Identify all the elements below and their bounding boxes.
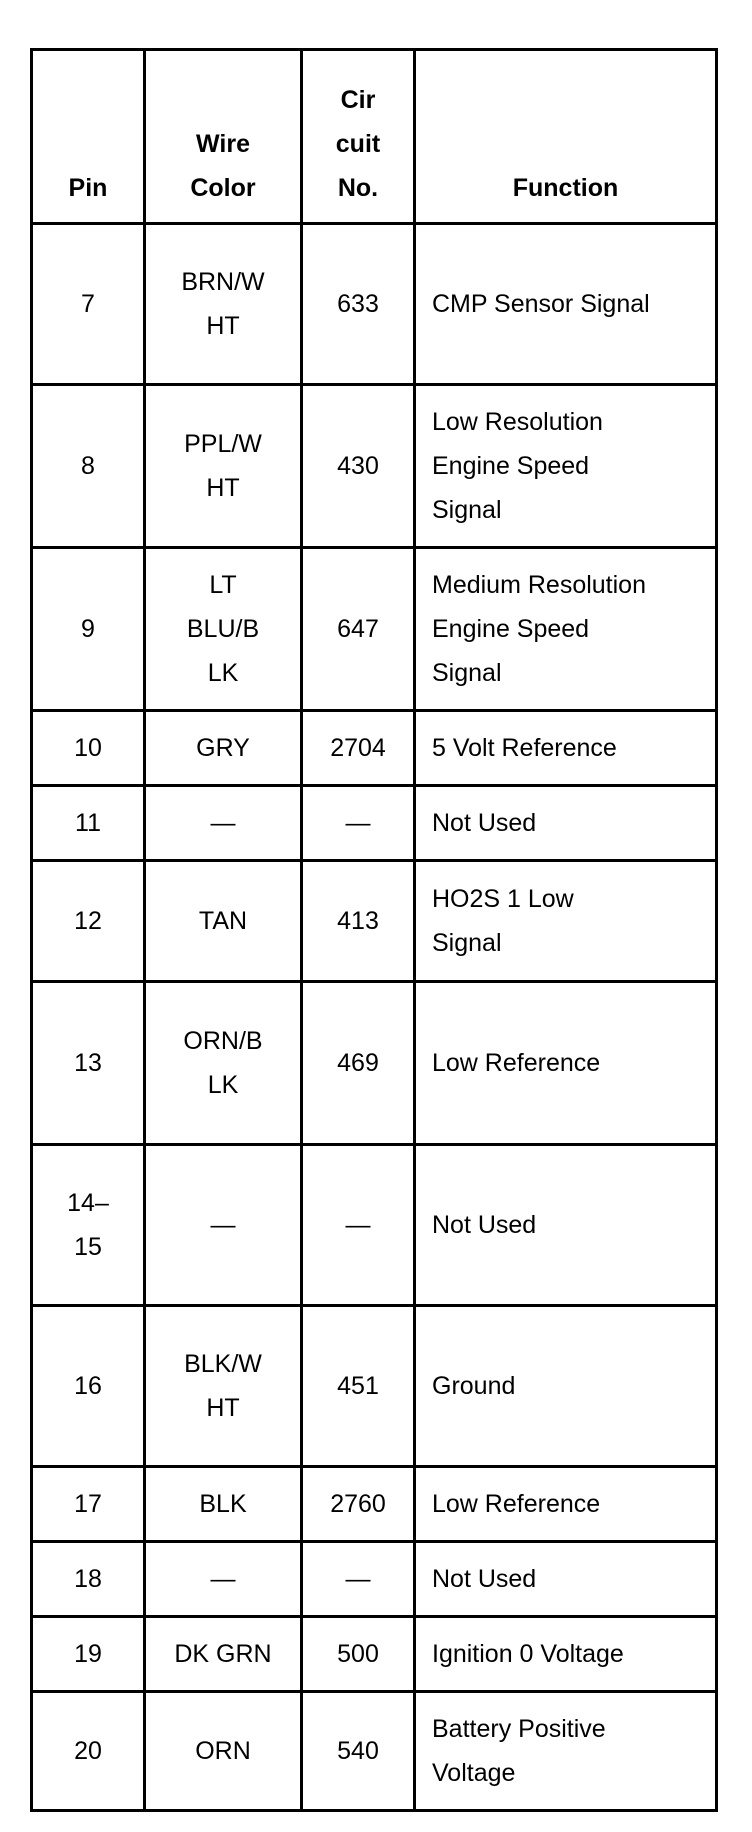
header-function: Function	[415, 50, 717, 224]
table-row	[32, 982, 717, 1145]
function-cell: Low Reference	[415, 982, 717, 1145]
circuit-cell: 413	[302, 861, 415, 982]
table-row	[32, 385, 717, 548]
wire-color-cell: PPL/W HT	[145, 385, 302, 548]
function-cell: Not Used	[415, 1542, 717, 1617]
wire-color-cell: LT BLU/B LK	[145, 548, 302, 711]
function-cell: Low Reference	[415, 1467, 717, 1542]
header-circuit-no: Cir cuit No.	[302, 50, 415, 224]
circuit-cell: —	[302, 1542, 415, 1617]
function-cell: Ground	[415, 1306, 717, 1467]
pin-cell: 8	[32, 385, 145, 548]
pin-cell: 7	[32, 224, 145, 385]
wire-color-cell: DK GRN	[145, 1617, 302, 1692]
function-cell: Medium Resolution Engine Speed Signal	[415, 548, 717, 711]
function-cell: Battery Positive Voltage	[415, 1692, 717, 1811]
wire-color-cell: BLK	[145, 1467, 302, 1542]
wire-color-cell: TAN	[145, 861, 302, 982]
function-cell: Low Resolution Engine Speed Signal	[415, 385, 717, 548]
pin-cell: 16	[32, 1306, 145, 1467]
table-row	[32, 1306, 717, 1467]
wire-color-cell: ORN/B LK	[145, 982, 302, 1145]
table-row	[32, 1617, 717, 1692]
function-cell: 5 Volt Reference	[415, 711, 717, 786]
circuit-cell: 469	[302, 982, 415, 1145]
pin-cell: 10	[32, 711, 145, 786]
wire-color-cell: GRY	[145, 711, 302, 786]
table-row	[32, 1145, 717, 1306]
pin-cell: 19	[32, 1617, 145, 1692]
pin-cell: 9	[32, 548, 145, 711]
table-row	[32, 548, 717, 711]
wire-color-cell: BLK/W HT	[145, 1306, 302, 1467]
table-row	[32, 861, 717, 982]
pin-cell: 18	[32, 1542, 145, 1617]
circuit-cell: 633	[302, 224, 415, 385]
circuit-cell: 2704	[302, 711, 415, 786]
wire-color-cell: ORN	[145, 1692, 302, 1811]
table-row	[32, 711, 717, 786]
wire-color-cell: BRN/W HT	[145, 224, 302, 385]
table-row	[32, 224, 717, 385]
function-cell: Not Used	[415, 786, 717, 861]
circuit-cell: 451	[302, 1306, 415, 1467]
header-wire-color: Wire Color	[145, 50, 302, 224]
pin-cell: 14– 15	[32, 1145, 145, 1306]
function-cell: Ignition 0 Voltage	[415, 1617, 717, 1692]
header-pin: Pin	[32, 50, 145, 224]
circuit-cell: 540	[302, 1692, 415, 1811]
circuit-cell: —	[302, 1145, 415, 1306]
circuit-cell: 430	[302, 385, 415, 548]
connector-pinout-table	[30, 48, 718, 1812]
circuit-cell: 647	[302, 548, 415, 711]
table-row	[32, 786, 717, 861]
pin-cell: 13	[32, 982, 145, 1145]
table-row	[32, 1467, 717, 1542]
circuit-cell: —	[302, 786, 415, 861]
function-cell: HO2S 1 Low Signal	[415, 861, 717, 982]
function-cell: Not Used	[415, 1145, 717, 1306]
wire-color-cell: —	[145, 786, 302, 861]
pin-cell: 12	[32, 861, 145, 982]
wire-color-cell: —	[145, 1542, 302, 1617]
wire-color-cell: —	[145, 1145, 302, 1306]
pin-cell: 17	[32, 1467, 145, 1542]
table-row	[32, 1542, 717, 1617]
function-cell: CMP Sensor Signal	[415, 224, 717, 385]
pin-cell: 20	[32, 1692, 145, 1811]
circuit-cell: 2760	[302, 1467, 415, 1542]
table-header-row	[32, 50, 717, 224]
pin-cell: 11	[32, 786, 145, 861]
circuit-cell: 500	[302, 1617, 415, 1692]
table-row	[32, 1692, 717, 1811]
